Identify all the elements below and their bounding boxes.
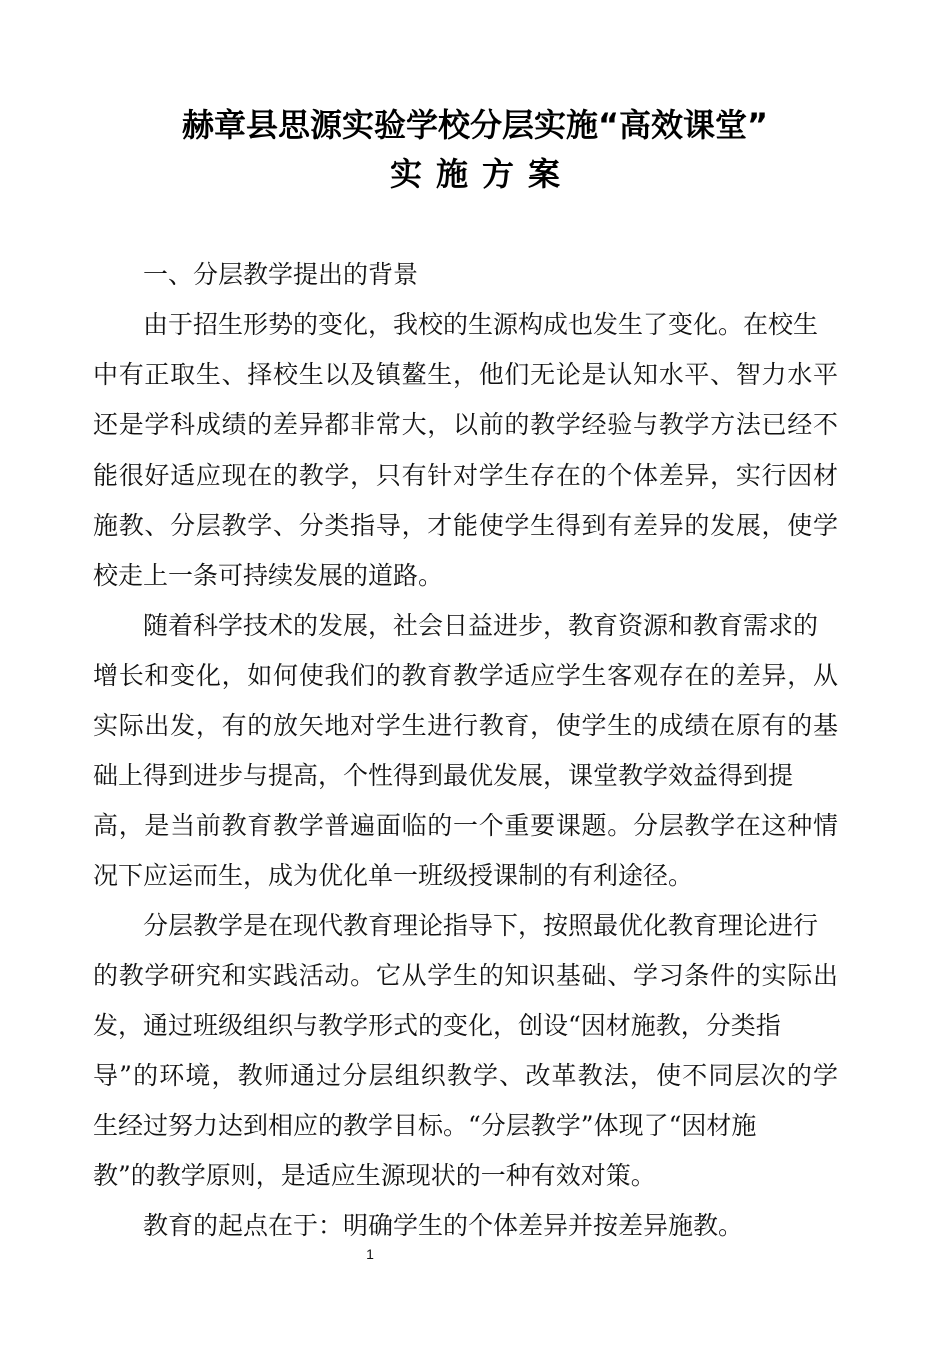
paragraph-line: 还是学科成绩的差异都非常大，以前的教学经验与教学方法已经不 bbox=[93, 410, 838, 439]
paragraph-line: 中有正取生、择校生以及镇鳌生，他们无论是认知水平、智力水平 bbox=[93, 360, 838, 389]
paragraph-line: 增长和变化，如何使我们的教育教学适应学生客观存在的差异，从 bbox=[93, 661, 838, 690]
paragraph-line: 由于招生形势的变化，我校的生源构成也发生了变化。在校生 bbox=[143, 310, 819, 339]
paragraph-line: 实际出发，有的放矢地对学生进行教育，使学生的成绩在原有的基 bbox=[93, 711, 838, 740]
document-subtitle: 实施方案 bbox=[389, 155, 574, 193]
paragraph-line: 教”的教学原则，是适应生源现状的一种有效对策。 bbox=[93, 1161, 656, 1190]
paragraph-line: 高，是当前教育教学普遍面临的一个重要课题。分层教学在这种情 bbox=[93, 811, 838, 840]
paragraph-line: 随着科学技术的发展，社会日益进步，教育资源和教育需求的 bbox=[143, 611, 819, 640]
paragraph-line: 分层教学是在现代教育理论指导下，按照最优化教育理论进行 bbox=[143, 911, 819, 940]
paragraph-line: 施教、分层教学、分类指导，才能使学生得到有差异的发展，使学 bbox=[93, 511, 838, 540]
document-title: 赫章县思源实验学校分层实施“高效课堂” bbox=[181, 106, 769, 144]
paragraph-line: 发，通过班级组织与教学形式的变化，创设“因材施教，分类指 bbox=[93, 1011, 781, 1040]
paragraph-line: 能很好适应现在的教学，只有针对学生存在的个体差异，实行因材 bbox=[93, 461, 838, 490]
paragraph-line: 况下应运而生，成为优化单一班级授课制的有利途径。 bbox=[93, 861, 694, 890]
paragraph-line: 的教学研究和实践活动。它从学生的知识基础、学习条件的实际出 bbox=[93, 961, 838, 990]
paragraph-line: 础上得到进步与提高，个性得到最优发展，课堂教学效益得到提 bbox=[93, 761, 794, 790]
paragraph-line: 导”的环境，教师通过分层组织教学、改革教法，使不同层次的学 bbox=[93, 1061, 838, 1090]
paragraph-line: 生经过努力达到相应的教学目标。“分层教学”体现了“因材施 bbox=[93, 1111, 757, 1140]
paragraph-line: 教育的起点在于：明确学生的个体差异并按差异施教。 bbox=[143, 1211, 744, 1240]
paragraph-line: 校走上一条可持续发展的道路。 bbox=[93, 561, 444, 590]
section-heading: 一、分层教学提出的背景 bbox=[143, 260, 419, 289]
page-number: 1 bbox=[366, 1246, 374, 1262]
